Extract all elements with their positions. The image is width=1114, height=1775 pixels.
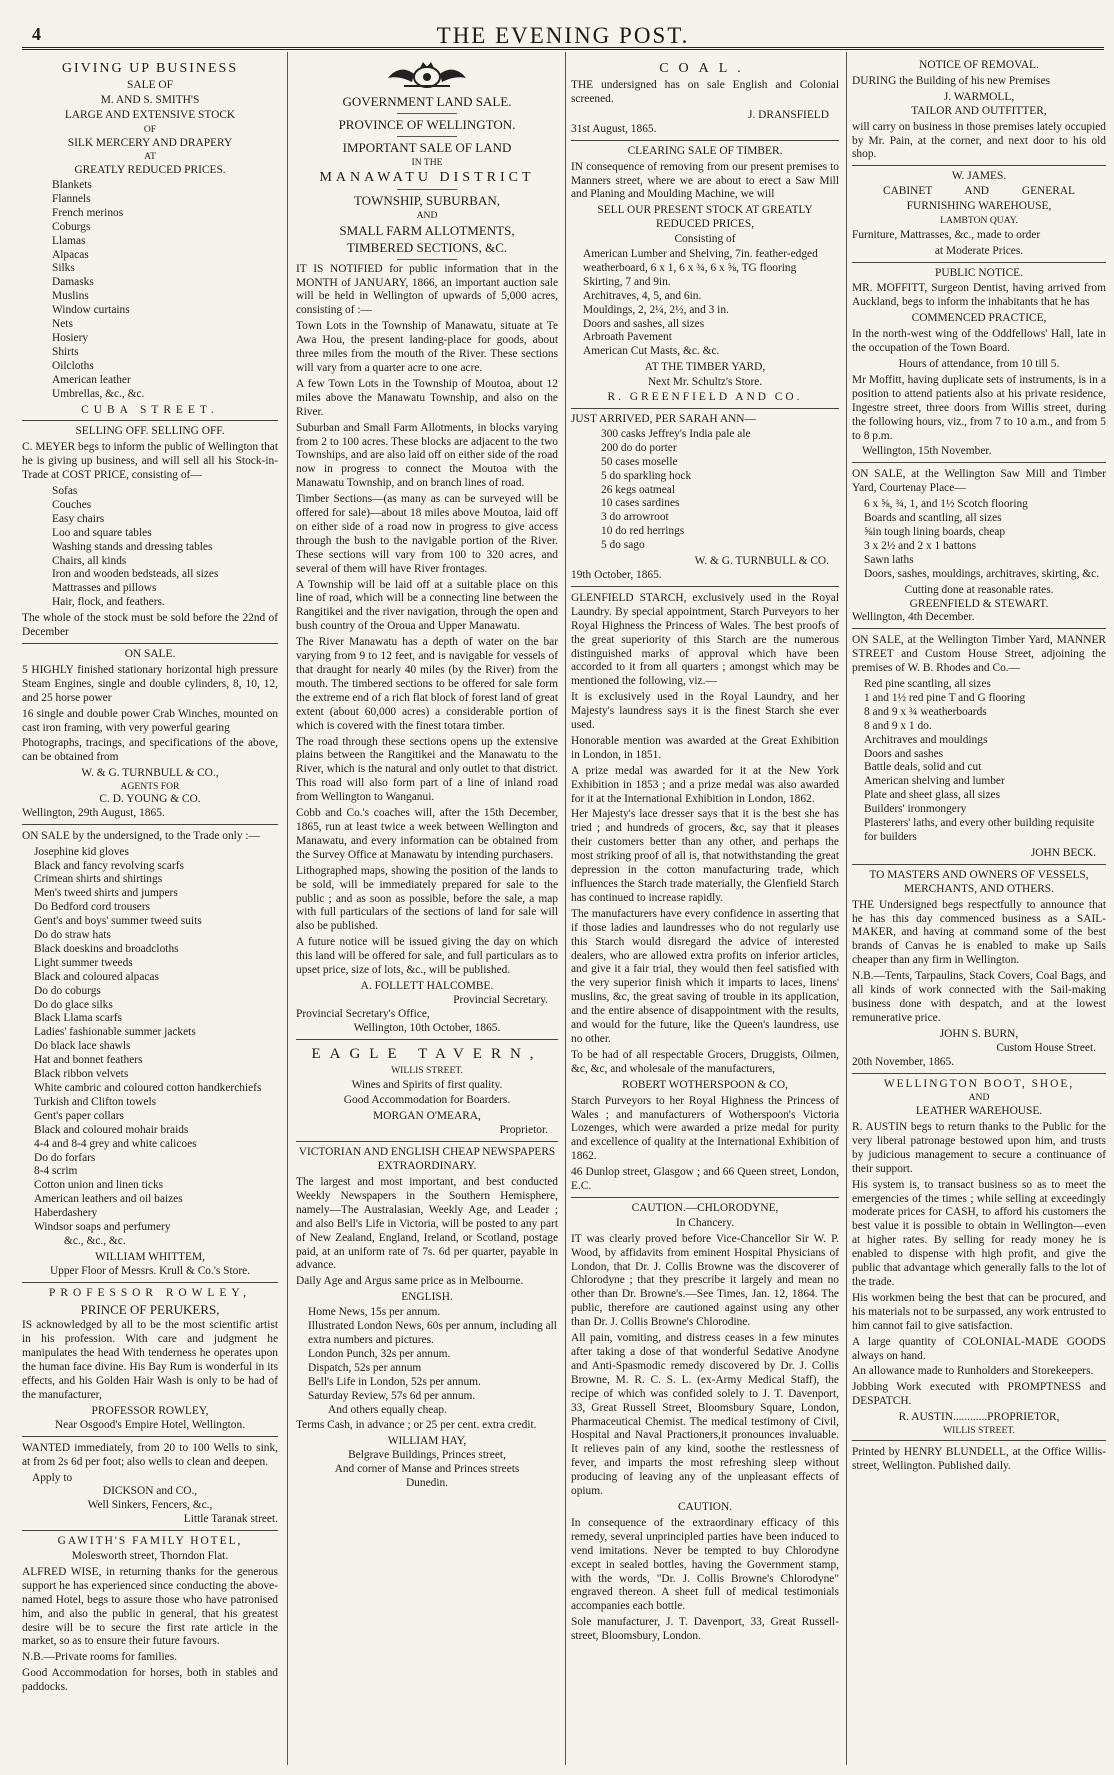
- ad-turnbull-engines: [22, 643, 278, 821]
- ad-body: Sole manufacturer, J. T. Davenport, 33, Great Russell-street, Bloomsbury, London.: [571, 1616, 839, 1643]
- list-item: Windsor soaps and perfumery: [34, 1221, 171, 1234]
- list-item: Do black lace shawls: [34, 1040, 131, 1053]
- list-item: 200 do do porter: [601, 441, 677, 454]
- ad-body: Cutting done at reasonable rates.: [904, 583, 1054, 596]
- ad-subheading: AND: [968, 1092, 990, 1104]
- ad-body: WANTED immediately, from 20 to 100 Wells to sink, at from 2s 6d per foot; also wells to clean and deepen.: [22, 1441, 278, 1468]
- divider: [397, 259, 457, 260]
- ad-heading: PROVINCE OF WELLINGTON.: [338, 116, 516, 132]
- list-item: And others equally cheap.: [328, 1403, 447, 1416]
- ad-body: IS acknowledged by all to be the most scientific artist in his profession. With care and judgment he manipulates the head With tenderness he operates upon the human face divine. His Bay Rum is wonderful in its effects, and his Golden Hair Wash is only to be had of the manufacturer,: [22, 1319, 278, 1401]
- list-item: Washing stands and dressing tables: [52, 540, 213, 553]
- list-item: Builders' ironmongery: [864, 803, 967, 816]
- ad-date: Wellington, 29th August, 1865.: [22, 806, 165, 819]
- list-item: Do Bedford cord trousers: [34, 901, 151, 914]
- list-item: Oilcloths: [52, 359, 94, 372]
- list-item: Umbrellas, &c., &c.: [52, 387, 145, 400]
- list-item: 6 x ⅝, ¾, 1, and 1½ Scotch flooring: [864, 498, 1028, 511]
- firm-name: W. & G. TURNBULL & CO.,: [81, 767, 219, 780]
- firm-name: R. GREENFIELD AND CO.: [607, 391, 803, 404]
- ad-burn-sailmaker: [852, 864, 1106, 1070]
- item-list: [571, 248, 839, 359]
- list-item: Illustrated London News, 60s per annum, including all extra numbers and pictures.: [308, 1320, 557, 1346]
- list-item: Gent's paper collars: [34, 1109, 124, 1122]
- ad-body: A Township will be laid off at a suitable place on this line of road, which will be a connecting line between the Rangitikei and the river navigation, through the open and bush country of the Oroua and Upper Manawatu.: [296, 578, 558, 633]
- ad-subheading: COMMENCED PRACTICE,: [911, 312, 1047, 325]
- ad-greenfield-stewart: [852, 462, 1106, 625]
- advertiser-name: WILLIAM HAY,: [387, 1435, 467, 1448]
- ad-body: IT IS NOTIFIED for public information that in the MONTH of JANUARY, 1866, an important auction sale will be held in Wellington of upwards of 5,000 acres, consisting of :—: [296, 262, 558, 317]
- list-item: Do do glace silks: [34, 998, 113, 1011]
- apply-line: Apply to: [32, 1471, 73, 1484]
- ad-subheading: GREATLY REDUCED PRICES.: [74, 164, 226, 177]
- ad-subheading: AT THE TIMBER YARD,: [644, 361, 766, 374]
- list-item: Sofas: [52, 485, 78, 498]
- list-item: Saturday Review, 57s 6d per annum.: [308, 1389, 476, 1402]
- list-item: &c., &c., &c.: [64, 1234, 126, 1247]
- ad-eagle-tavern: [296, 1039, 558, 1139]
- ad-body: Terms Cash, in advance ; or 25 per cent. extra credit.: [296, 1419, 537, 1432]
- ad-rowley: [22, 1282, 278, 1433]
- advertiser-name: J. WARMOLL,: [943, 90, 1015, 103]
- ad-date: 20th November, 1865.: [852, 1055, 955, 1068]
- advertiser-name: J. DRANSFIELD: [747, 108, 829, 121]
- list-item: Doors and sashes, all sizes: [583, 317, 705, 330]
- ad-heading: LEATHER WAREHOUSE.: [915, 1105, 1043, 1118]
- ad-heading: ON SALE.: [124, 648, 176, 661]
- ad-body: In the north-west wing of the Oddfellows' Hall, late in the occupation of the Town Board.: [852, 328, 1106, 355]
- list-item: London Punch, 32s per annum.: [308, 1347, 451, 1360]
- list-item: Mouldings, 2, 2¼, 2½, and 3 in.: [583, 303, 729, 316]
- ad-subheading: Consisting of: [674, 233, 736, 246]
- ad-subheading: AT: [144, 151, 156, 163]
- ad-body: Her Majesty's lace dresser says that it is the best she has tried ; and hundreds of grocers, &c, say that it pleases their customers better than any other, and perhaps the most striking proof of all is, that notwithstanding the great depression in the cotton manufacturing trade, which influences the Starch trade materially, the Glenfield Starch has continued to increase rapidly.: [571, 808, 839, 904]
- ad-body: An allowance made to Runholders and Storekeepers.: [852, 1365, 1094, 1378]
- list-item: Hosiery: [52, 331, 89, 344]
- advertiser-name: MORGAN O'MEARA,: [373, 1110, 481, 1123]
- ad-body: Daily Age and Argus same price as in Melbourne.: [296, 1275, 524, 1288]
- advertiser-address: 46 Dunlop street, Glasgow ; and 66 Queen street, London, E.C.: [571, 1166, 839, 1193]
- ad-body: The manufacturers have every confidence in asserting that if those ladies and laundresses who do not regularly use this Starch would disregard the advice of interested dealers, who are allowed extra profits on inferior articles, and give it a fair trial, they would then feel satisfied with the very superior finish which it imparts to laces, linens' muslins, &c, the great saving of trouble in its application, and the entire absence of disappointment with the results, and would for the future, like the Queen's laundress, use no other.: [571, 907, 839, 1045]
- column-4: [852, 58, 1106, 1763]
- list-item: Light summer tweeds: [34, 956, 133, 969]
- list-item: Josephine kid gloves: [34, 845, 129, 858]
- list-item: Do do forfars: [34, 1151, 96, 1164]
- ad-subheading: WILLIS STREET.: [391, 1064, 463, 1076]
- ad-whittem: [22, 824, 278, 1279]
- ad-subheading: SILK MERCERY AND DRAPERY: [67, 136, 233, 149]
- ad-date: Wellington, 15th November.: [862, 445, 992, 458]
- list-item: 3 x 2½ and 2 x 1 battons: [864, 539, 976, 552]
- imprint-text: Printed by HENRY BLUNDELL, at the Office Willis-street, Wellington. Published daily.: [852, 1445, 1106, 1472]
- list-item: Men's tweed shirts and jumpers: [34, 887, 178, 900]
- ad-subheading: LAMBTON QUAY.: [940, 215, 1018, 227]
- ad-body: Good Accommodation for Boarders.: [343, 1094, 511, 1107]
- printer-imprint: [852, 1440, 1106, 1474]
- ad-subheading: CAUTION.: [677, 1500, 733, 1513]
- ad-heading: PUBLIC NOTICE.: [935, 266, 1023, 279]
- royal-crest-icon: [384, 60, 470, 90]
- ad-hay-newspapers: [296, 1141, 558, 1491]
- list-item: Black ribbon velvets: [34, 1068, 129, 1081]
- list-item: ⅝in tough lining boards, cheap: [864, 525, 1006, 538]
- list-item: Muslins: [52, 290, 89, 303]
- list-item: Do do straw hats: [34, 929, 111, 942]
- list-item: Ladies' fashionable summer jackets: [34, 1026, 196, 1039]
- list-item: Black and coloured alpacas: [34, 970, 159, 983]
- ad-body: Starch Purveyors to her Royal Highness the Princess of Wales ; and manufacturers of Wotherspoon's Victoria Lozenges, which were awarded a prize medal for purity and excellence of quality at the International Exhibition of 1862.: [571, 1094, 839, 1163]
- list-item: Gent's and boys' summer tweed suits: [34, 915, 202, 928]
- list-item: Doors and sashes: [864, 747, 944, 760]
- list-item: 8 and 9 x ¾ weatherboards: [864, 705, 987, 718]
- ad-body: IT was clearly proved before Vice-Chancellor Sir W. P. Wood, by affidavits from eminent Hospital Physicians of London, that Dr. J. Collis Browne was the discoverer of Chlorodyne ; that they prescribe it largely and mean no other than Dr. Browne's.—See Times, Jan. 12, 1864. The public, therefore are cautioned against using any other than Dr. J. Collis Browne's Chlorodine.: [571, 1232, 839, 1329]
- list-item: Bell's Life in London, 52s per annum.: [308, 1375, 481, 1388]
- ad-heading: GOVERNMENT LAND SALE.: [342, 94, 512, 109]
- list-item: Skirting, 7 and 9in.: [583, 275, 671, 288]
- ad-moffitt-dentist: [852, 262, 1106, 460]
- firm-name: ROBERT WOTHERSPOON & CO,: [622, 1078, 788, 1091]
- list-item: Black Llama scarfs: [34, 1012, 122, 1025]
- column-divider: [565, 52, 566, 1765]
- ad-body: Furniture, Mattrasses, &c., made to order: [852, 228, 1041, 241]
- ad-date: Wellington, 10th October, 1865.: [353, 1021, 501, 1034]
- advertiser-name: DICKSON and CO.,: [102, 1485, 198, 1498]
- ad-subheading: M. AND S. SMITH'S: [100, 93, 200, 106]
- ad-heading: NOTICE OF REMOVAL.: [919, 59, 1039, 71]
- list-item: Crimean shirts and shirtings: [34, 873, 163, 886]
- list-item: Damasks: [52, 276, 94, 289]
- firm-name: GREENFIELD & STEWART.: [909, 597, 1049, 610]
- advertiser-address: Custom House Street.: [996, 1041, 1096, 1054]
- divider: [397, 136, 457, 137]
- item-list: [852, 678, 1106, 845]
- ad-footer: CUBA STREET.: [81, 403, 219, 416]
- ad-subheading: Next Mr. Schultz's Store.: [647, 376, 763, 389]
- ad-body: All pain, vomiting, and distress ceases in a few minutes after taking a dose of that wonderful Sedative Anodyne and Anti-Spasmodic remedy discovered by Dr. J. Collis Browne, M. R. C. S. L. (ex-Army Medical Staff), the recipe of which was confided solely to J. T. Davenport, 33, Great Russell Street, Bloomsbury Square, London, Pharmaceutical Chemist. The medical testimony of Civil, Hospital and Naval Practioners,it pronounces invaluable. It relieves pain of any kind, soothe the restlessness of fever, and imparts the most refreshing sleep without producing of leaving any of the unpleasant effects of opium.: [571, 1332, 839, 1498]
- ad-body: Suburban and Small Farm Allotments, in blocks varying from 2 to 100 acres. These blocks are adjacent to the two Townships, and are also laid off on either side of the road now in progress to connect the Moutoa with the Manawatu Township, and on branch lines of road.: [296, 421, 558, 490]
- ad-body: Photographs, tracings, and specifications of the above, can be obtained from: [22, 737, 278, 764]
- office-line: Provincial Secretary's Office,: [296, 1007, 430, 1020]
- list-item: Llamas: [52, 234, 86, 247]
- ad-subheading: In Chancery.: [675, 1216, 735, 1229]
- signature: A. FOLLETT HALCOMBE.: [360, 979, 494, 992]
- list-item: American Cut Masts, &c. &c.: [583, 345, 720, 358]
- list-item: Plate and sheet glass, all sizes: [864, 789, 1001, 802]
- item-list: [571, 428, 839, 553]
- list-item: 4-4 and 8-4 grey and white calicoes: [34, 1137, 197, 1150]
- ad-heading: PRINCE OF PERUKERS,: [80, 1301, 220, 1317]
- list-item: Flannels: [52, 192, 91, 205]
- ad-body: N.B.—Tents, Tarpaulins, Stack Covers, Coal Bags, and all kinds of work connected with the Sail-making business done with despatch, and at the lowest remunerative price.: [852, 970, 1106, 1024]
- list-item: Mattrasses and pillows: [52, 582, 157, 595]
- ad-timber-clearing: [571, 140, 839, 405]
- ad-body: His workmen being the best that can be procured, and his materials not to be surpassed, any work entrusted to him cannot fail to give satisfaction.: [852, 1291, 1106, 1332]
- newspaper-title: THE EVENING POST.: [436, 23, 690, 48]
- ad-body: A large quantity of COLONIAL-MADE GOODS always on hand.: [852, 1335, 1106, 1362]
- ad-subheading: SELL OUR PRESENT STOCK AT GREATLY REDUCED PRICES,: [597, 204, 813, 231]
- list-item: Hat and bonnet feathers: [34, 1054, 143, 1067]
- advertiser-address: Well Sinkers, Fencers, &c.,: [87, 1499, 213, 1512]
- ad-dickson-wells: [22, 1436, 278, 1527]
- ad-body: 16 single and double power Crab Winches, mounted on cast iron framing, with very powerful gearing: [22, 707, 278, 734]
- advertiser-address: WILLIS STREET.: [943, 1425, 1015, 1437]
- list-item: 5 do sparkling hock: [601, 469, 692, 482]
- list-item: Black and coloured mohair braids: [34, 1123, 189, 1136]
- ad-body: Timber Sections—(as many as can be surveyed will be offered for sale)—about 18 miles above Moutoa, laid off on either side of a road now in progress to give access through the bush to the navigable portion of the River. These sections will vary from 100 to 320 acres, and several of them will have River frontages.: [296, 493, 558, 575]
- list-item: Blankets: [52, 179, 92, 192]
- ad-subheading: ENGLISH.: [401, 1291, 453, 1304]
- ad-heading: GIVING UP BUSINESS: [61, 61, 239, 76]
- list-item: Hair, flock, and feathers.: [52, 596, 165, 609]
- ad-body: 5 HIGHLY finished stationary horizontal high pressure Steam Engines, single and double cylinders, 8, 10, 12, and 25 horse power: [22, 663, 278, 704]
- ad-body: A future notice will be issued giving the day on which this land will be offered for sale, and full particulars as to upset price, size of lots, &c., will be published.: [296, 936, 558, 977]
- ad-subheading: LARGE AND EXTENSIVE STOCK: [64, 108, 236, 121]
- ad-body: His system is, to transact business so as to meet the emergencies of the times ; while selling at exceedingly moderate prices for CASH, to afford his customers the best value it is possible to obtain in Wellington—even at higher rates. By selling for ready money he is enabled to dispense with high profit, and give the public that advantage which generally falls to the lot of the trade.: [852, 1178, 1106, 1288]
- ad-subheading: CABINET AND GENERAL: [882, 185, 1076, 198]
- ad-body: will carry on business in those premises lately occupied by Mr. Pain, at the corner, and next door to his old shop.: [852, 120, 1106, 161]
- ad-subheading: AND: [416, 210, 438, 222]
- ad-body: A few Town Lots in the Township of Moutoa, about 12 miles above the Manawatu Township, and also on the River.: [296, 377, 558, 418]
- ad-body: Wines and Spirits of first quality.: [351, 1078, 503, 1091]
- list-item: Alpacas: [52, 248, 89, 261]
- item-list: [22, 485, 278, 610]
- list-item: American leather: [52, 373, 131, 386]
- ad-heading: TOWNSHIP, SUBURBAN,: [353, 193, 501, 209]
- ad-body: IN consequence of removing from our present premises to Manners street, where we are about to erect a Saw Mill and Planing and Moulding Machine, we will: [571, 160, 839, 201]
- list-item: Shirts: [52, 345, 79, 358]
- ad-body: A prize medal was awarded for it at the New York Exhibition in 1853 ; and a prize medal was also awarded for it at the International Exhibition in London, 1862.: [571, 764, 839, 805]
- ad-body: ON SALE, at the Wellington Timber Yard, MANNER STREET and Custom House Street, adjoining the premises of W. B. Rhodes and Co.—: [852, 634, 1106, 675]
- list-item: Turkish and Clifton towels: [34, 1095, 157, 1108]
- advertiser-address: Belgrave Buildings, Princes street,: [348, 1449, 506, 1462]
- advertiser-name: JOHN BECK.: [1030, 846, 1096, 859]
- ad-james-furnishing: [852, 165, 1106, 258]
- divider: [397, 189, 457, 190]
- list-item: 3 do arrowroot: [601, 511, 669, 524]
- list-item: Chairs, all kinds: [52, 554, 127, 567]
- column-3: [571, 58, 839, 1763]
- ad-beck-timber: [852, 628, 1106, 861]
- advertiser-address: And corner of Manse and Princes streets: [334, 1463, 520, 1476]
- list-item: American leathers and oil baizes: [34, 1193, 183, 1206]
- ad-body: It is exclusively used in the Royal Laundry, and her Majesty's laundress says it is the finest Starch she ever used.: [571, 691, 839, 732]
- ad-body: Town Lots in the Township of Manawatu, situate at Te Awa Hou, the present landing-place for goods, about three miles from the mouth of the River. These sections will vary from a quarter acre to one acre.: [296, 320, 558, 374]
- ad-body: ALFRED WISE, in returning thanks for the generous support he has experienced since conducting the above-named Hotel, begs to assure those who have patronised him, and also the public in general, that his greatest desire will be to secure the first rate article in the market, so as to ensure their future favours.: [22, 1565, 278, 1648]
- list-item: Silks: [52, 262, 75, 275]
- masthead: [22, 8, 1104, 48]
- list-item: Window curtains: [52, 304, 130, 317]
- list-item: 10 cases sardines: [601, 497, 680, 510]
- ad-heading: GAWITH'S FAMILY HOTEL,: [57, 1535, 243, 1548]
- list-item: 50 cases moselle: [601, 455, 678, 468]
- ad-heading: COAL.: [659, 61, 751, 76]
- ad-body: THE undersigned has on sale English and Colonial screened.: [571, 79, 839, 105]
- ad-body: THE Undersigned begs respectfully to announce that he has this day commenced business as a SAIL-MAKER, and having at command some of the best brands of Canvas he is enabled to make up Sails cheaper than any firm in Wellington.: [852, 898, 1106, 967]
- column-divider: [287, 52, 288, 1765]
- divider: [397, 113, 457, 114]
- ad-gawith-hotel: [22, 1530, 278, 1695]
- list-item: Red pine scantling, all sizes: [864, 678, 991, 691]
- ad-glenfield-starch: [571, 586, 839, 1194]
- ad-body: C. MEYER begs to inform the public of Wellington that he is giving up business, and will sell all his Stock-in-Trade at COST PRICE, consisting of—: [22, 441, 278, 482]
- firm-name: C. D. YOUNG & CO.: [99, 792, 201, 805]
- ad-footer: The whole of the stock must be sold before the 22nd of December: [22, 612, 278, 639]
- list-item: Arbroath Pavement: [583, 331, 672, 344]
- list-item: French merinos: [52, 206, 124, 219]
- ad-body: Lithographed maps, showing the position of the lands to be sold, will be immediately prepared for sale to the public ; and as soon as possible, before the sale, a map with full particulars of the sections of land for sale will also be published.: [296, 864, 558, 933]
- ad-date: 31st August, 1865.: [571, 122, 657, 135]
- ad-body: N.B.—Private rooms for families.: [22, 1651, 178, 1664]
- list-item: Home News, 15s per annum.: [308, 1306, 441, 1319]
- ad-body: Cobb and Co.'s coaches will, after the 15th December, 1865, run at least twice a week between Wellington and Manawatu, and every information can be obtained from the Survey Office at Manawatu by intending purchasers.: [296, 807, 558, 861]
- list-item: 8 and 9 x 1 do.: [864, 719, 932, 732]
- list-item: Black doeskins and broadcloths: [34, 942, 179, 955]
- ad-body: The River Manawatu has a depth of water on the bar varying from 9 to 12 feet, and is navigable for vessels of that draught for nearly 40 miles (by the River) from the mouth. The timbered sections to be offered for sale form the extreme end of a rich flat block of forest land of great extent (about 60,000 acres) a considerable portion of which is covered with the finest totara timber.: [296, 636, 558, 732]
- ad-smith-mercery: [22, 60, 278, 417]
- advertiser-address: Near Osgood's Empire Hotel, Wellington.: [54, 1418, 246, 1431]
- list-item: Battle deals, solid and cut: [864, 761, 982, 774]
- page-number: 4: [32, 24, 41, 44]
- agents-label: AGENTS FOR: [120, 781, 180, 793]
- signature-role: Proprietor.: [499, 1124, 548, 1137]
- ad-heading: WELLINGTON BOOT, SHOE,: [883, 1077, 1075, 1090]
- list-item: 26 kegs oatmeal: [601, 483, 676, 496]
- ad-body: ON SALE by the undersigned, to the Trade only :—: [22, 829, 260, 842]
- ad-body: ON SALE, at the Wellington Saw Mill and Timber Yard, Courtenay Place—: [852, 468, 1106, 495]
- advertiser-name: JOHN S. BURN,: [939, 1027, 1019, 1040]
- list-item: Black and fancy revolving scarfs: [34, 859, 184, 872]
- ad-body: To be had of all respectable Grocers, Druggists, Oilmen, &c, &c, and wholesale of the manufacturers,: [571, 1048, 839, 1075]
- column-1: [22, 58, 278, 1763]
- list-item: American shelving and lumber: [864, 775, 1005, 788]
- item-list: [296, 1306, 558, 1417]
- firm-name: W. & G. TURNBULL & CO.: [694, 555, 829, 568]
- ad-date: Wellington, 4th December.: [852, 611, 975, 624]
- list-item: American Lumber and Shelving, 7in. feather-edged weatherboard, 6 x 1, 6 x ¾, 6 x ⅝, TG flooring: [583, 248, 818, 274]
- list-item: Cotton union and linen ticks: [34, 1179, 164, 1192]
- list-item: Haberdashery: [34, 1207, 98, 1220]
- advertiser-address: Upper Floor of Messrs. Krull & Co.'s Store.: [49, 1264, 251, 1277]
- ad-austin-boots: [852, 1073, 1106, 1437]
- ad-body: The road through these sections opens up the extensive plains between the Rangitikei and the Manawatu to the River, which is the natural and only outlet to that district. This road will also form part of a line of inland road from Wellington to Wanganui.: [296, 735, 558, 804]
- signature-role: Provincial Secretary.: [453, 993, 548, 1006]
- list-item: Loo and square tables: [52, 526, 152, 539]
- ad-subheading: OF: [143, 123, 157, 135]
- advertiser-name: PROFESSOR ROWLEY,: [91, 1404, 209, 1417]
- advertiser-address: Little Taranak street.: [183, 1513, 278, 1526]
- list-item: Architraves, 4, 5, and 6in.: [583, 289, 702, 302]
- column-divider: [846, 52, 847, 1765]
- ad-body: GLENFIELD STARCH, exclusively used in the Royal Laundry. By special appointment, Starch Purveyors to her Royal Highness the Princess of Wales. The best proofs of the great superiority of this Starch are the numerous distinguished marks of approval which have been accorded to it from all quarters ; amongst which may be mentioned the following, viz.—: [571, 591, 839, 688]
- list-item: 8-4 scrim: [34, 1165, 78, 1178]
- list-item: Coburgs: [52, 220, 91, 233]
- ad-meyer: [22, 420, 278, 640]
- ad-heading: SELLING OFF. SELLING OFF.: [75, 425, 225, 438]
- ad-body: MR. MOFFITT, Surgeon Dentist, having arrived from Auckland, begs to inform the inhabitants that he has: [852, 282, 1106, 309]
- ad-body: Good Accommodation for horses, both in stables and paddocks.: [22, 1667, 278, 1694]
- list-item: Architraves and mouldings: [864, 733, 988, 746]
- ad-heading: TIMBERED SECTIONS, &C.: [346, 239, 508, 255]
- ad-subheading: Molesworth street, Thorndon Flat.: [71, 1550, 229, 1563]
- item-list: [22, 179, 278, 402]
- list-item: Do do coburgs: [34, 984, 101, 997]
- advertiser-name: WILLIAM WHITTEM,: [95, 1250, 205, 1263]
- ad-body: Jobbing Work executed with PROMPTNESS and DESPATCH.: [852, 1381, 1106, 1408]
- ad-date: 19th October, 1865.: [571, 568, 662, 581]
- ad-body: R. AUSTIN begs to return thanks to the Public for the very liberal patronage bestowed upon him, and trusts by judicious management to secure a continuance of their support.: [852, 1121, 1106, 1175]
- ad-body: The largest and most important, and best conducted Weekly Newspapers in the Southern Hemisphere, namely—The Australasian, Weekly Age, and Leader ; and also Bell's Life in Victoria, will be posted to any part of New Zealand, England, Ireland, or Scotland, postage paid, at an uniform rate of 7s. 6d per quarter, payable in advance.: [296, 1176, 558, 1272]
- ad-heading: SMALL FARM ALLOTMENTS,: [339, 222, 515, 238]
- ad-heading: IMPORTANT SALE OF LAND: [342, 139, 512, 155]
- ad-heading: TO MASTERS AND OWNERS OF VESSELS, MERCHANTS, AND OTHERS.: [869, 868, 1089, 895]
- list-item: Nets: [52, 318, 73, 331]
- list-item: 300 casks Jeffrey's India pale ale: [601, 427, 751, 440]
- ad-sarah-ann: [571, 408, 839, 583]
- ad-chlorodyne: [571, 1197, 839, 1644]
- ad-heading: CLEARING SALE OF TIMBER.: [627, 144, 783, 157]
- advertiser-name: R. AUSTIN............PROPRIETOR,: [898, 1411, 1060, 1424]
- ad-government-land-sale: [296, 60, 558, 1036]
- ad-heading: MANAWATU DISTRICT: [319, 170, 535, 186]
- ad-subheading: FURNISHING WAREHOUSE,: [906, 200, 1052, 213]
- ad-heading: PROFESSOR ROWLEY,: [49, 1286, 251, 1299]
- ad-subheading: IN THE: [411, 156, 443, 168]
- list-item: Couches: [52, 498, 92, 511]
- list-item: Plasterers' laths, and every other building requisite for builders: [864, 817, 1095, 844]
- ad-subheading: SALE OF: [127, 79, 173, 92]
- advertiser-trade: TAILOR AND OUTFITTER,: [911, 104, 1047, 117]
- column-2: [296, 58, 558, 1763]
- list-item: Sawn laths: [864, 553, 914, 566]
- list-item: Easy chairs: [52, 512, 105, 525]
- list-item: White cambric and coloured cotton handkerchiefs: [34, 1082, 262, 1094]
- list-item: 1 and 1½ red pine T and G flooring: [864, 691, 1026, 704]
- item-list: [22, 846, 278, 1249]
- list-item: Doors, sashes, mouldings, architraves, skirting, &c.: [864, 567, 1100, 580]
- masthead-rule: [22, 47, 1104, 50]
- item-list: [852, 498, 1106, 581]
- list-item: 5 do sago: [601, 539, 645, 552]
- list-item: Iron and wooden bedsteads, all sizes: [52, 568, 219, 581]
- list-item: 10 do red herrings: [601, 525, 685, 538]
- ad-warmoll-removal: [852, 59, 1106, 162]
- ad-body: In consequence of the extraordinary efficacy of this remedy, several unprincipled parties have been induced to vend imitations. Never be tempted to buy Chlorodyne except in sealed bottles, having the Government stamp, with the words, "Dr. J. Collis Browne's Chlorodyne" engraved thereon. A sheet full of medical testimonials accompanies each bottle.: [571, 1516, 839, 1613]
- ad-body: Hours of attendance, from 10 till 5.: [898, 358, 1060, 371]
- ad-body: Honorable mention was awarded at the Great Exhibition in London, in 1851.: [571, 734, 839, 761]
- ad-heading: JUST ARRIVED, PER SARAH ANN—: [571, 413, 756, 426]
- list-item: Dispatch, 52s per annum: [308, 1361, 422, 1374]
- ad-body: DURING the Building of his new Premises: [852, 74, 1051, 87]
- ad-body: at Moderate Prices.: [934, 244, 1024, 257]
- ad-body: Mr Moffitt, having duplicate sets of instruments, is in a position to attend patients also at his private residence, Ingestre street, three doors from Willis street, during the following hours, viz., from 7 to 10 a.m., and from 5 to 8 p.m.: [852, 373, 1106, 442]
- advertiser-address: Dunedin.: [405, 1477, 449, 1490]
- ad-heading: W. JAMES.: [951, 170, 1007, 183]
- ad-heading: VICTORIAN AND ENGLISH CHEAP NEWSPAPERS EXTRAORDINARY.: [298, 1146, 556, 1173]
- ad-heading: EAGLE TAVERN,: [311, 1045, 543, 1062]
- ad-dransfield-coal: [571, 60, 839, 137]
- ad-heading: CAUTION.—CHLORODYNE,: [631, 1201, 779, 1214]
- list-item: Boards and scantling, all sizes: [864, 512, 1002, 525]
